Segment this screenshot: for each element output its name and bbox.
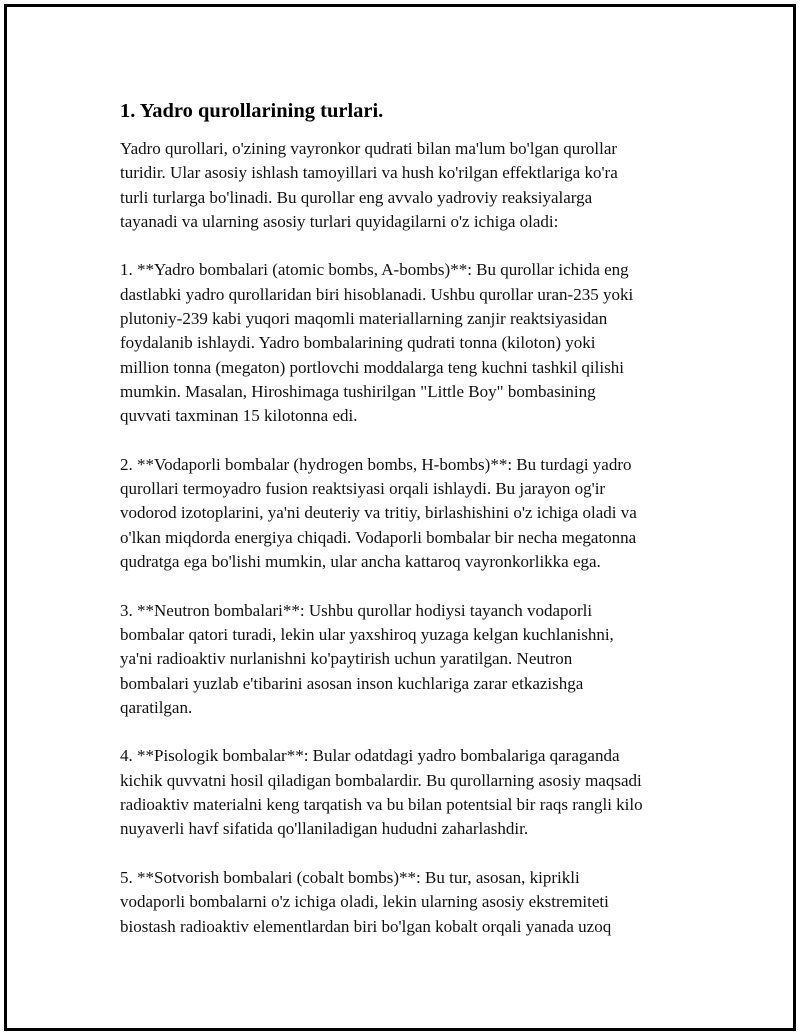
paragraph-cobalt-bombs: 5. **Sotvorish bombalari (cobalt bombs)**: Bu tur, asosan, kiprikli vodaporli bombalarni o'z ichiga oladi, lekin ularning asosiy ekstremiteti biostash radioaktiv elementlardan biri bo'lgan kobalt orqali yanada uzoq xyxy=(120,867,612,936)
paragraph-hydrogen-bombs: 2. **Vodaporli bombalar (hydrogen bombs, H-bombs)**: Bu turdagi yadro qurollari termoyadro fusion reaktsiyasi orqali ishlaydi. Bu jarayon og'ir vodorod izotoplarini, ya'ni deuteriy va tritiy, birlashishini o'z ichiga oladi va o'lkan miqdorda energiya chiqadi. Vodaporli bombalar bir necha megatonna qudratga ega bo'lishi mumkin, ular ancha kattaroq vayronkorlikka ega. xyxy=(120,454,637,572)
document-heading: 1. Yadro qurollarining turlari. xyxy=(120,100,384,122)
page-frame xyxy=(4,4,796,1031)
document-body xyxy=(120,98,680,939)
intro-paragraph: Yadro qurollari, o'zining vayronkor qudrati bilan ma'lum bo'lgan qurollar turidir. Ular asosiy ishlash tamoyillari va hush ko'rilgan effektlariga ko'ra turli turlarga bo'linadi. Bu qurollar eng avvalo yadroviy reaksiyalarga tayanadi va ularning asosiy turlari quyidagilarni o'z ichiga oladi: xyxy=(120,139,618,231)
paragraph-neutron-bombs: 3. **Neutron bombalari**: Ushbu qurollar hodiysi tayanch vodaporli bombalar qatori turadi, lekin ular yaxshiroq yuzaga kelgan kuchlanishni, ya'ni radioaktiv nurlanishni ko'paytirish uchun yaratilgan. Neutron bombalari yuzlab e'tibarini asosan inson kuchlariga zarar etkazishga qaratilgan. xyxy=(120,600,614,717)
paragraph-atomic-bombs: 1. **Yadro bombalari (atomic bombs, A-bombs)**: Bu qurollar ichida eng dastlabki yadro qurollaridan biri hisoblanadi. Ushbu qurollar uran-235 yoki plutoniy-239 kabi yuqori maqomli materiallarning zanjir reaktsiyasidan foydalanib ishlaydi. Yadro bombalarining qudrati tonna (kiloton) yoki million tonna (megaton) portlovchi moddalarga teng kuchni tashkil qilishi mumkin. Masalan, Hiroshimaga tushirilgan "Little Boy" bombasining quvvati taxminan 15 kilotonna edi. xyxy=(120,260,634,426)
paragraph-pisologik-bombs: 4. **Pisologik bombalar**: Bular odatdagi yadro bombalariga qaraganda kichik quvvatni hosil qiladigan bombalardir. Bu qurollarning asosiy maqsadi radioaktiv materialni keng tarqatish va bu bilan potentsial bir raqs rangli kilo nuyaverli havf sifatida qo'llaniladigan hududni zaharlashdir. xyxy=(120,746,643,839)
